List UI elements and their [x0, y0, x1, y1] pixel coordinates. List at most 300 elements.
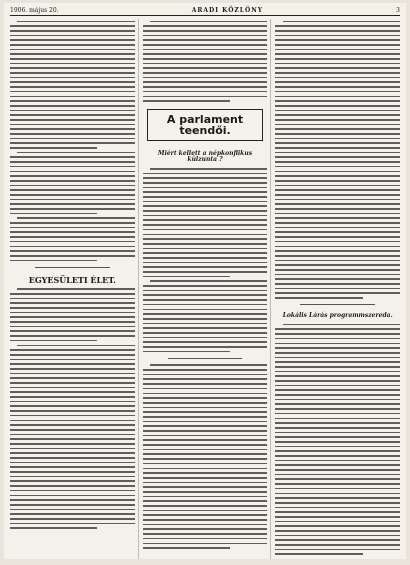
text-line — [10, 49, 135, 51]
text-line — [17, 345, 134, 347]
text-line — [10, 35, 135, 37]
text-line — [143, 271, 268, 273]
text-line — [10, 63, 135, 65]
text-line — [10, 312, 135, 314]
text-line — [275, 366, 400, 368]
text-line — [10, 189, 135, 191]
text-line — [10, 96, 135, 98]
text-line — [275, 544, 400, 546]
text-line — [143, 30, 268, 32]
text-line — [10, 326, 135, 328]
text-line — [283, 324, 400, 326]
text-line — [143, 173, 268, 175]
text-line — [10, 471, 135, 473]
text-line — [275, 539, 400, 541]
text-line — [143, 196, 268, 198]
text-line — [275, 44, 400, 46]
text-line — [275, 436, 400, 438]
text-line — [143, 491, 268, 493]
columns — [10, 19, 400, 559]
text-line — [275, 413, 400, 415]
text-line — [10, 91, 135, 93]
text-line — [143, 229, 268, 231]
text-line — [143, 100, 230, 102]
text-line — [275, 166, 400, 168]
text-line — [10, 373, 135, 375]
text-line — [10, 368, 135, 370]
text-line — [275, 199, 400, 201]
text-line — [143, 453, 268, 455]
sub-headline: Miért kellett a népkonflikus külzunta ? — [157, 150, 253, 164]
text-line — [275, 246, 400, 248]
newspaper-page — [4, 3, 406, 559]
text-line — [10, 156, 135, 158]
text-line — [275, 380, 400, 382]
text-line — [143, 351, 230, 353]
text-line — [143, 482, 268, 484]
text-line — [143, 393, 268, 395]
text-line — [10, 213, 97, 215]
text-line — [275, 114, 400, 116]
text-line — [10, 307, 135, 309]
text-line — [275, 422, 400, 424]
text-line — [275, 250, 400, 252]
text-line — [275, 100, 400, 102]
text-line — [10, 424, 135, 426]
text-line — [143, 313, 268, 315]
text-line — [143, 538, 268, 540]
masthead — [10, 7, 400, 16]
text-line — [275, 525, 400, 527]
text-line — [143, 435, 268, 437]
text-line — [10, 363, 135, 365]
text-line — [275, 478, 400, 480]
text-line — [275, 474, 400, 476]
text-line — [143, 547, 230, 549]
text-line — [17, 288, 134, 290]
text-line — [143, 290, 268, 292]
text-line — [143, 262, 268, 264]
text-line — [10, 452, 135, 454]
text-line — [143, 96, 268, 98]
text-line — [275, 464, 400, 466]
text-line — [275, 446, 400, 448]
text-line — [10, 302, 135, 304]
text-line — [275, 283, 400, 285]
text-line — [143, 421, 268, 423]
text-line — [143, 486, 268, 488]
divider — [168, 358, 243, 359]
text-line — [275, 161, 400, 163]
text-line — [143, 425, 268, 427]
text-line — [150, 21, 267, 23]
text-line — [143, 77, 268, 79]
text-line — [143, 191, 268, 193]
text-line — [10, 396, 135, 398]
text-line — [275, 39, 400, 41]
text-line — [143, 243, 268, 245]
divider — [300, 304, 375, 305]
text-line — [275, 408, 400, 410]
text-line — [10, 199, 135, 201]
text-line — [275, 328, 400, 330]
text-line — [143, 285, 268, 287]
text-line — [143, 91, 268, 93]
text-line — [10, 354, 135, 356]
text-line — [275, 403, 400, 405]
text-line — [275, 110, 400, 112]
text-line — [10, 114, 135, 116]
text-line — [143, 35, 268, 37]
text-line — [10, 509, 135, 511]
text-line — [275, 511, 400, 513]
text-line — [275, 371, 400, 373]
text-line — [10, 382, 135, 384]
main-headline: A parlament teendői. — [147, 109, 264, 141]
text-line — [275, 530, 400, 532]
text-line — [275, 231, 400, 233]
text-line — [275, 171, 400, 173]
text-line — [10, 480, 135, 482]
text-line — [143, 327, 268, 329]
text-line — [275, 455, 400, 457]
text-line — [143, 477, 268, 479]
text-line — [143, 472, 268, 474]
text-line — [10, 495, 135, 497]
text-line — [143, 500, 268, 502]
text-line — [150, 364, 267, 366]
text-line — [10, 67, 135, 69]
text-line — [10, 231, 135, 233]
text-line — [143, 234, 268, 236]
text-line — [10, 53, 135, 55]
text-line — [275, 469, 400, 471]
text-line — [283, 21, 400, 23]
text-line — [143, 388, 268, 390]
text-line — [275, 77, 400, 79]
text-line — [275, 264, 400, 266]
text-line — [143, 224, 268, 226]
text-line — [150, 280, 267, 282]
text-line — [10, 438, 135, 440]
text-line — [143, 505, 268, 507]
text-line — [275, 227, 400, 229]
text-line — [143, 81, 268, 83]
text-line — [275, 432, 400, 434]
text-line — [143, 411, 268, 413]
text-line — [275, 142, 400, 144]
text-line — [275, 194, 400, 196]
text-line — [275, 338, 400, 340]
text-line — [275, 91, 400, 93]
text-line — [10, 105, 135, 107]
text-line — [10, 448, 135, 450]
text-line — [143, 444, 268, 446]
text-line — [10, 147, 97, 149]
text-line — [143, 39, 268, 41]
text-line — [275, 86, 400, 88]
text-line — [275, 488, 400, 490]
text-line — [10, 527, 97, 529]
text-line — [10, 462, 135, 464]
text-line — [17, 152, 134, 154]
text-line — [143, 458, 268, 460]
text-line — [10, 25, 135, 27]
text-line — [275, 180, 400, 182]
text-line — [10, 316, 135, 318]
text-line — [10, 250, 135, 252]
text-line — [10, 142, 135, 144]
text-line — [143, 323, 268, 325]
text-line — [10, 203, 135, 205]
column-2 — [143, 19, 272, 559]
text-line — [143, 72, 268, 74]
text-line — [10, 246, 135, 248]
text-line — [275, 288, 400, 290]
text-line — [143, 510, 268, 512]
text-line — [275, 25, 400, 27]
text-line — [143, 369, 268, 371]
text-line — [143, 63, 268, 65]
text-line — [143, 25, 268, 27]
text-line — [10, 504, 135, 506]
text-line — [275, 553, 362, 555]
text-line — [10, 485, 135, 487]
text-line — [275, 497, 400, 499]
text-line — [143, 309, 268, 311]
text-line — [143, 416, 268, 418]
text-line — [10, 110, 135, 112]
text-line — [275, 124, 400, 126]
text-line — [10, 100, 135, 102]
text-line — [275, 105, 400, 107]
text-line — [275, 502, 400, 504]
text-line — [10, 236, 135, 238]
text-line — [275, 185, 400, 187]
text-line — [10, 194, 135, 196]
text-line — [143, 215, 268, 217]
text-line — [17, 21, 134, 23]
column-1 — [10, 19, 139, 559]
text-line — [143, 177, 268, 179]
text-line — [275, 138, 400, 140]
text-line — [10, 227, 135, 229]
column-3 — [275, 19, 400, 559]
text-line — [143, 210, 268, 212]
text-line — [10, 490, 135, 492]
text-line — [143, 187, 268, 189]
text-line — [10, 410, 135, 412]
text-line — [143, 294, 268, 296]
text-line — [275, 152, 400, 154]
text-line — [275, 208, 400, 210]
text-line — [143, 182, 268, 184]
text-line — [143, 341, 268, 343]
text-line — [275, 81, 400, 83]
page-number: 3 — [396, 7, 400, 14]
text-line — [10, 161, 135, 163]
text-line — [143, 238, 268, 240]
text-line — [275, 483, 400, 485]
text-line — [10, 241, 135, 243]
text-line — [10, 44, 135, 46]
text-line — [143, 257, 268, 259]
text-line — [275, 375, 400, 377]
text-line — [275, 399, 400, 401]
text-line — [10, 293, 135, 295]
text-line — [10, 330, 135, 332]
text-line — [10, 513, 135, 515]
text-line — [10, 175, 135, 177]
text-line — [143, 337, 268, 339]
text-line — [143, 205, 268, 207]
text-line — [143, 449, 268, 451]
text-line — [10, 298, 135, 300]
text-line — [275, 274, 400, 276]
text-line — [275, 333, 400, 335]
text-line — [275, 72, 400, 74]
text-line — [10, 476, 135, 478]
text-line — [275, 516, 400, 518]
text-line — [275, 260, 400, 262]
text-line — [10, 499, 135, 501]
text-line — [275, 493, 400, 495]
text-line — [143, 397, 268, 399]
text-line — [143, 67, 268, 69]
text-line — [275, 213, 400, 215]
text-line — [275, 460, 400, 462]
text-line — [10, 405, 135, 407]
text-line — [10, 443, 135, 445]
text-line — [275, 278, 400, 280]
text-line — [275, 147, 400, 149]
text-line — [143, 304, 268, 306]
text-line — [10, 86, 135, 88]
text-line — [275, 203, 400, 205]
text-line — [10, 359, 135, 361]
text-line — [10, 377, 135, 379]
text-line — [10, 39, 135, 41]
text-line — [10, 208, 135, 210]
text-line — [10, 321, 135, 323]
text-line — [10, 166, 135, 168]
text-line — [10, 391, 135, 393]
text-line — [10, 434, 135, 436]
text-line — [275, 217, 400, 219]
text-line — [275, 241, 400, 243]
text-line — [275, 236, 400, 238]
text-line — [143, 378, 268, 380]
text-line — [143, 248, 268, 250]
text-line — [10, 260, 97, 262]
text-line — [275, 128, 400, 130]
text-line — [143, 430, 268, 432]
text-line — [10, 415, 135, 417]
text-line — [143, 519, 268, 521]
text-line — [10, 335, 135, 337]
text-line — [143, 402, 268, 404]
text-line — [10, 518, 135, 520]
text-line — [143, 276, 230, 278]
text-line — [143, 266, 268, 268]
text-line — [10, 128, 135, 130]
text-line — [275, 53, 400, 55]
text-line — [143, 219, 268, 221]
text-line — [275, 222, 400, 224]
text-line — [10, 72, 135, 74]
text-line — [10, 401, 135, 403]
text-line — [275, 269, 400, 271]
text-line — [275, 67, 400, 69]
text-line — [10, 340, 97, 342]
text-line — [275, 389, 400, 391]
text-line — [275, 343, 400, 345]
text-line — [10, 180, 135, 182]
section-heading-egyesuleti: EGYESÜLETI ÉLET. — [28, 274, 116, 285]
text-line — [275, 156, 400, 158]
text-line — [143, 439, 268, 441]
text-line — [10, 255, 135, 257]
text-line — [275, 175, 400, 177]
text-line — [275, 427, 400, 429]
text-line — [143, 383, 268, 385]
text-line — [143, 299, 268, 301]
text-line — [275, 549, 400, 551]
text-line — [10, 523, 135, 525]
text-line — [10, 349, 135, 351]
text-line — [143, 524, 268, 526]
text-line — [275, 418, 400, 420]
text-line — [150, 168, 267, 170]
text-line — [143, 53, 268, 55]
text-line — [10, 457, 135, 459]
text-line — [275, 35, 400, 37]
text-line — [275, 450, 400, 452]
text-line — [275, 255, 400, 257]
text-line — [10, 171, 135, 173]
text-line — [10, 185, 135, 187]
text-line — [275, 58, 400, 60]
text-line — [275, 30, 400, 32]
text-line — [275, 394, 400, 396]
text-line — [275, 119, 400, 121]
text-line — [143, 332, 268, 334]
text-line — [10, 119, 135, 121]
text-line — [10, 58, 135, 60]
text-line — [10, 124, 135, 126]
text-line — [143, 44, 268, 46]
text-line — [10, 133, 135, 135]
text-line — [10, 81, 135, 83]
text-line — [10, 387, 135, 389]
text-line — [275, 96, 400, 98]
text-line — [275, 347, 400, 349]
text-line — [275, 63, 400, 65]
text-line — [275, 352, 400, 354]
text-line — [10, 222, 135, 224]
text-line — [275, 189, 400, 191]
text-line — [10, 77, 135, 79]
text-line — [143, 543, 268, 545]
newspaper-title: ARADI KÖZLÖNY — [191, 7, 264, 14]
text-line — [275, 507, 400, 509]
text-line — [275, 357, 400, 359]
text-line — [143, 496, 268, 498]
text-line — [143, 49, 268, 51]
column3-heading: Lokális Lárás programmszereda. — [282, 312, 393, 320]
text-line — [143, 201, 268, 203]
text-line — [275, 441, 400, 443]
